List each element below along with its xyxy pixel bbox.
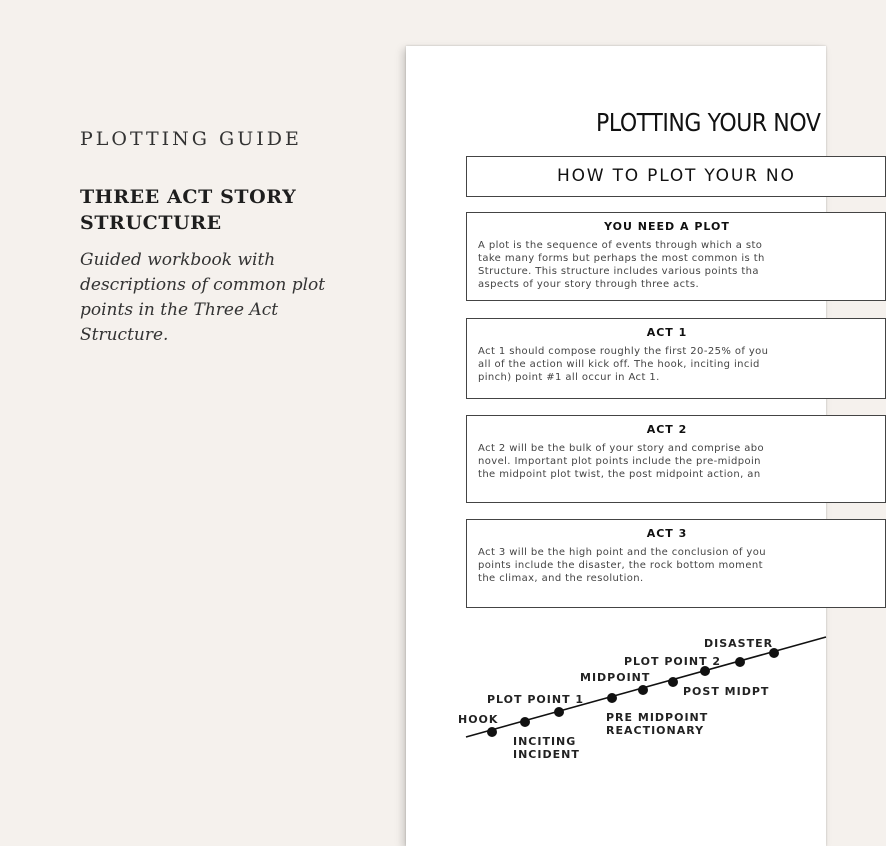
plot-point-hook	[487, 727, 497, 737]
body-line: pinch) point #1 all occur in Act 1.	[478, 372, 660, 383]
body-line: all of the action will kick off. The hook, inciting incid	[478, 359, 760, 370]
howto-text: HOW TO PLOT YOUR NO	[557, 166, 796, 186]
section-title: ACT 2	[646, 423, 688, 436]
body-line: novel. Important plot points include the pre-midpoin	[478, 456, 761, 467]
body-line: points include the disaster, the rock bottom moment	[478, 560, 763, 571]
label-plot-point-1: PLOT POINT 1	[487, 693, 585, 706]
plot-point-plot-point-2	[668, 677, 678, 687]
plot-point-plot-point-1	[554, 707, 564, 717]
body-line: the midpoint plot twist, the post midpoint action, an	[478, 469, 761, 480]
plot-diagram	[406, 606, 826, 846]
section-act-2	[466, 415, 886, 503]
body-line: Act 3 will be the high point and the conclusion of you	[478, 547, 766, 558]
plot-point-disaster	[735, 657, 745, 667]
label-reactionary: REACTIONARY	[606, 724, 705, 737]
section-body	[478, 546, 878, 585]
section-title: YOU NEED A PLOT	[604, 220, 730, 233]
section-title: ACT 3	[646, 527, 688, 540]
label-incident: INCIDENT	[513, 748, 580, 761]
section-act-3	[466, 519, 886, 608]
body-line: Act 2 will be the bulk of your story and comprise abo	[478, 443, 765, 454]
label-pre-midpoint: PRE MIDPOINT	[606, 711, 709, 724]
eyebrow-label: PLOTTING GUIDE	[80, 128, 302, 150]
section-body	[478, 442, 878, 481]
label-inciting: INCITING	[513, 735, 577, 748]
label-disaster: DISASTER	[704, 637, 774, 650]
plot-point-midpoint	[638, 685, 648, 695]
worksheet-preview	[406, 46, 826, 846]
body-line: aspects of your story through three acts.	[478, 279, 700, 290]
body-line: Structure. This structure includes various points tha	[478, 266, 759, 277]
body-line: the climax, and the resolution.	[478, 573, 644, 584]
label-plot-point-2: PLOT POINT 2	[624, 655, 722, 668]
plot-point-inciting-incident	[520, 717, 530, 727]
product-heading: THREE ACT STORY STRUCTURE	[80, 186, 297, 234]
label-post-midpt: POST MIDPT	[683, 685, 770, 698]
product-description: Guided workbook with descriptions of common plot points in the Three Act Structure.	[80, 250, 326, 345]
section-body	[478, 239, 878, 291]
label-hook: HOOK	[458, 713, 499, 726]
section-body	[478, 345, 878, 384]
section-title: ACT 1	[646, 326, 688, 339]
plot-point-pre-midpoint	[607, 693, 617, 703]
section-you-need-a-plot	[466, 212, 886, 301]
body-line: take many forms but perhaps the most common is th	[478, 253, 765, 264]
body-line: A plot is the sequence of events through which a sto	[478, 240, 763, 251]
label-midpoint: MIDPOINT	[580, 671, 651, 684]
body-line: Act 1 should compose roughly the first 20-25% of you	[478, 346, 769, 357]
section-act-1	[466, 318, 886, 399]
document-title: PLOTTING YOUR NOV	[596, 108, 821, 137]
howto-banner	[466, 156, 886, 197]
